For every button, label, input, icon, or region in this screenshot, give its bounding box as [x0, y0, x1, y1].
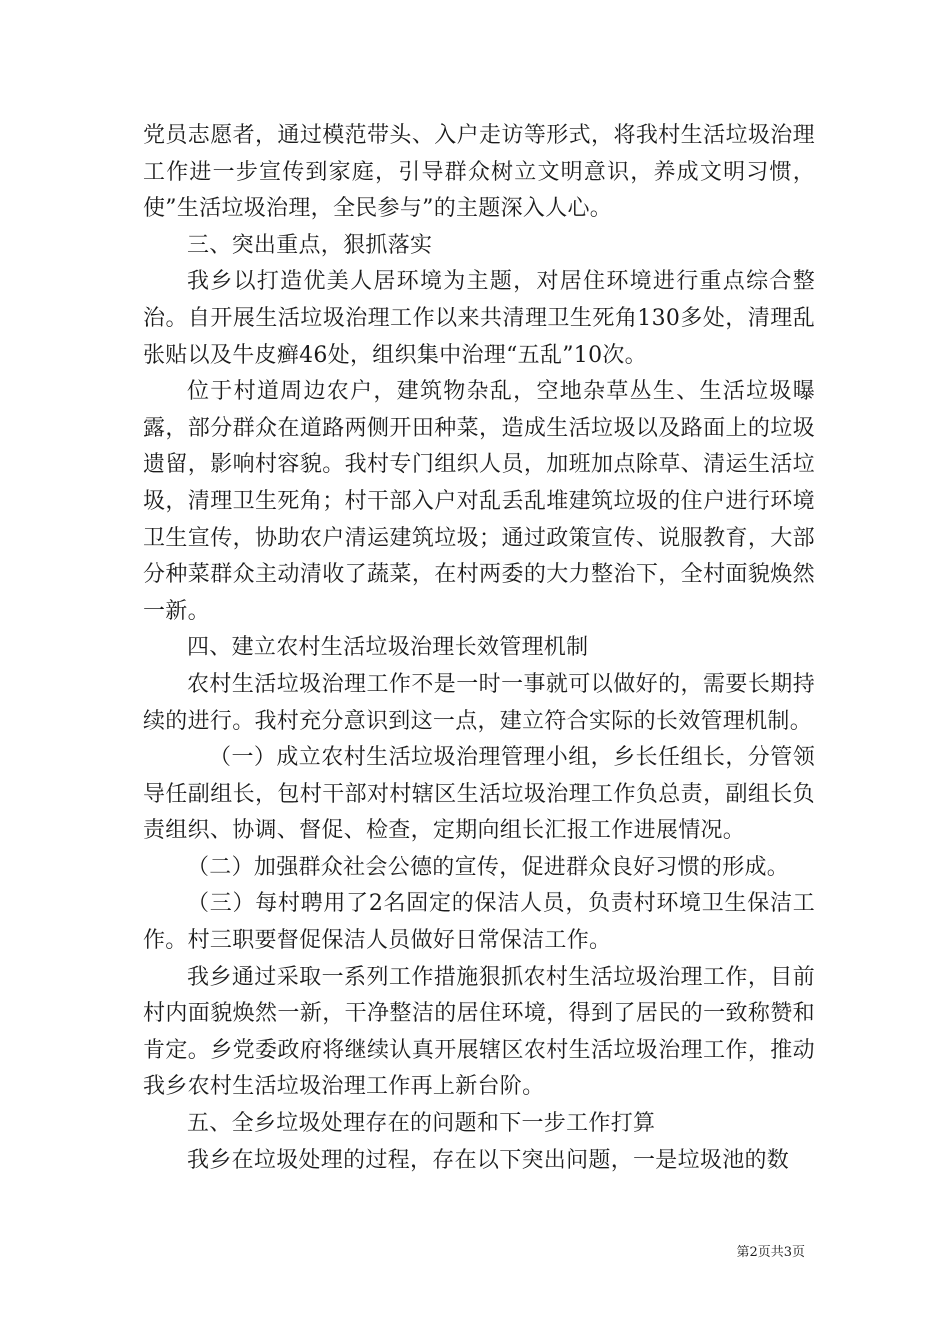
document-body: [143, 118, 815, 1179]
paragraph-section3-detail: 位于村道周边农户，建筑物杂乱，空地杂草丛生、生活垃圾曝露，部分群众在道路两侧开田种菜，造成生活垃圾以及路面上的垃圾遗留，影响村容貌。我村专门组织人员，加班加点除草、清运生活垃圾，清理卫生死角；村干部入户对乱丢乱堆建筑垃圾的住户进行环境卫生宣传，协助农户清运建筑垃圾；通过政策宣传、说服教育，大部分种菜群众主动清收了蔬菜，在村两委的大力整治下，全村面貌焕然一新。: [143, 379, 815, 624]
paragraph-section4-intro: 农村生活垃圾治理工作不是一时一事就可以做好的，需要长期持续的进行。我村充分意识到这一点，建立符合实际的长效管理机制。: [143, 671, 815, 734]
section-heading-4: 四、建立农村生活垃圾治理长效管理机制: [187, 635, 589, 661]
page-number: 第2页共3页: [736, 1245, 805, 1260]
paragraph-intro-continued: 党员志愿者，通过模范带头、入户走访等形式，将我村生活垃圾治理工作进一步宣传到家庭，引导群众树立文明意识，养成文明习惯，使”生活垃圾治理，全民参与”的主题深入人心。: [143, 123, 815, 222]
paragraph-section3-summary: 我乡以打造优美人居环境为主题，对居住环境进行重点综合整治。自开展生活垃圾治理工作以来共清理卫生死角130多处，清理乱张贴以及牛皮癣46处，组织集中治理“五乱”10次。: [143, 269, 815, 368]
list-item-1: （一）成立农村生活垃圾治理管理小组，乡长任组长，分管领导任副组长，包村干部对村辖区生活垃圾治理工作负总责，副组长负责组织、协调、督促、检查，定期向组长汇报工作进展情况。: [143, 745, 815, 844]
section-heading-3: 三、突出重点，狠抓落实: [187, 232, 433, 258]
section-heading-5: 五、全乡垃圾处理存在的问题和下一步工作打算: [187, 1111, 656, 1137]
page-footer: [0, 1243, 950, 1263]
list-item-3: （三）每村聘用了2名固定的保洁人员，负责村环境卫生保洁工作。村三职要督促保洁人员做好日常保洁工作。: [143, 891, 815, 954]
paragraph-section5-start: 我乡在垃圾处理的过程，存在以下突出问题，一是垃圾池的数: [187, 1147, 790, 1173]
paragraph-section4-conclusion: 我乡通过采取一系列工作措施狠抓农村生活垃圾治理工作，目前村内面貌焕然一新，干净整洁的居住环境，得到了居民的一致称赞和肯定。乡党委政府将继续认真开展辖区农村生活垃圾治理工作，推动我乡农村生活垃圾治理工作再上新台阶。: [143, 964, 815, 1100]
list-item-2: （二）加强群众社会公德的宣传，促进群众良好习惯的形成。: [187, 854, 790, 880]
